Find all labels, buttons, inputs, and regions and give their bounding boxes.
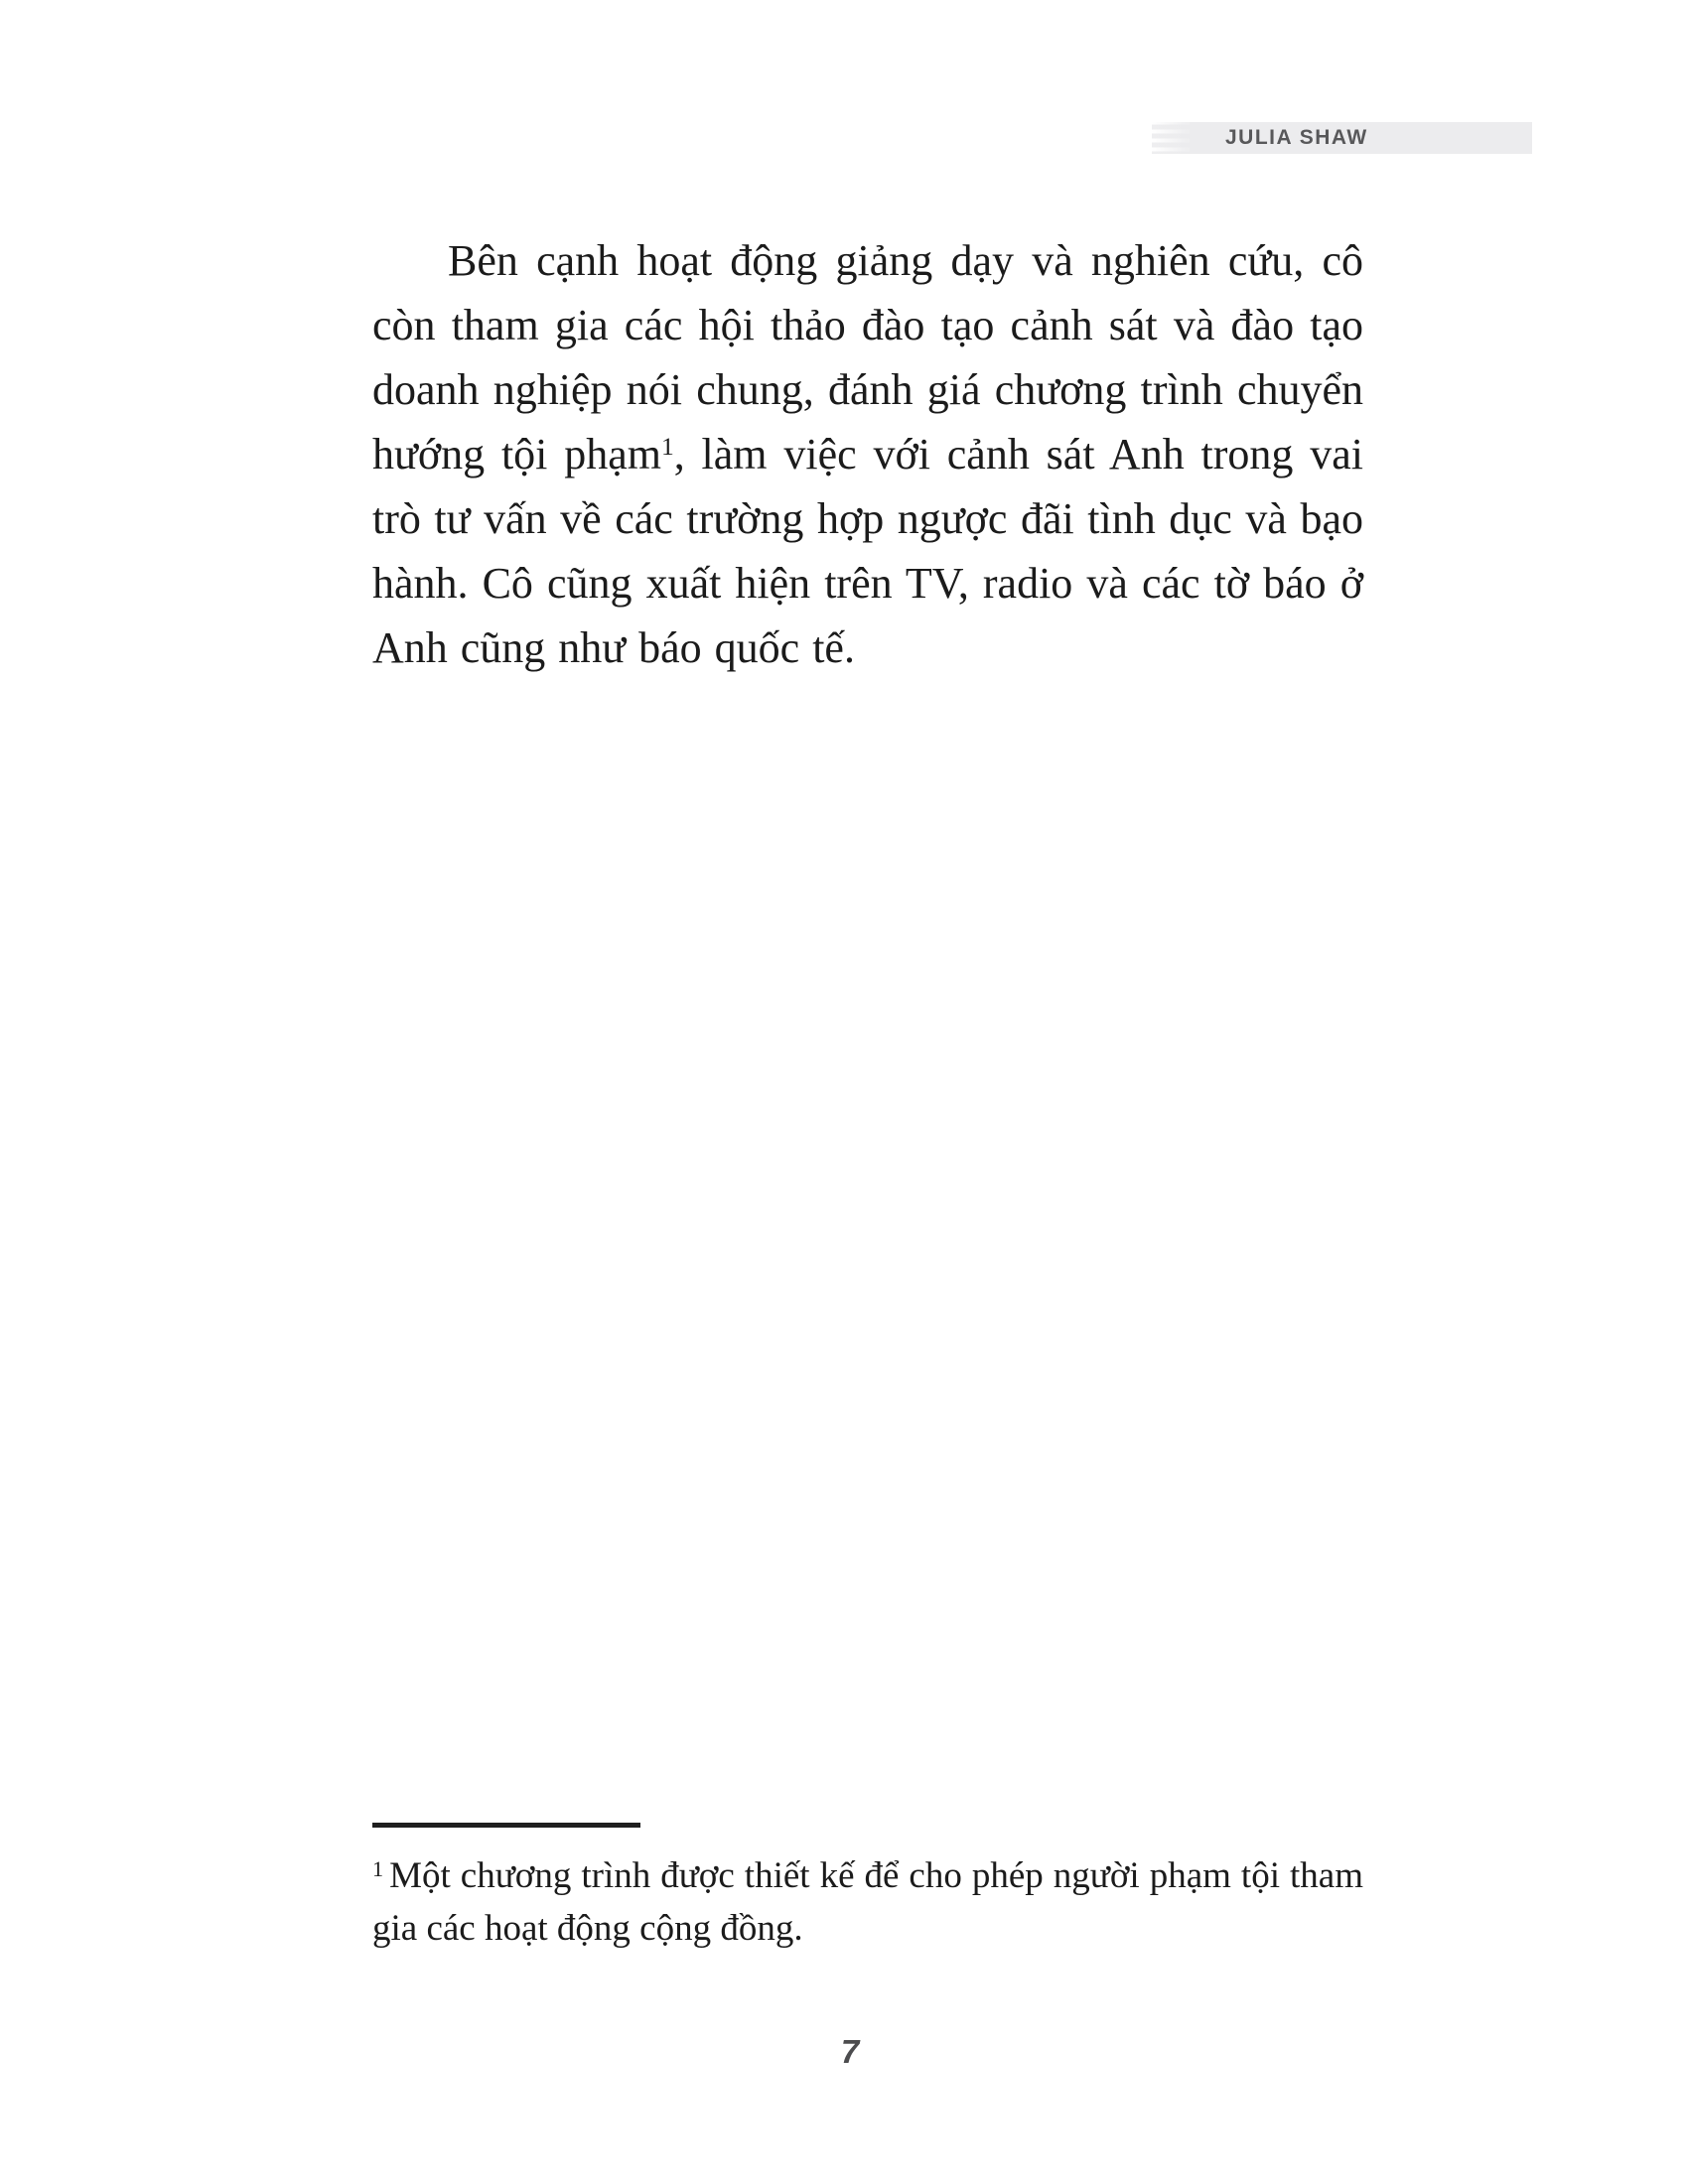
footnote-body (372, 1849, 1363, 1955)
footnote-marker: 1 (372, 1855, 384, 1881)
footnote-text: Một chương trình được thiết kế để cho phép người phạm tội tham gia các hoạt động cộng đồng. (372, 1855, 1363, 1949)
band-edge-decoration (1152, 122, 1190, 154)
paragraph-text-2: , làm việc với cảnh sát Anh trong vai trò tư vấn về các trường hợp ngược đãi tình dục và bạo hành. Cô cũng xuất hiện trên TV, radio và các tờ báo ở Anh cũng như báo quốc tế. (372, 430, 1363, 672)
body-paragraph (372, 228, 1363, 680)
paragraph-text-1: Bên cạnh hoạt động giảng dạy và nghiên cứu, cô còn tham gia các hội thảo đào tạo cảnh sát và đào tạo doanh nghiệp nói chung, đánh giá chương trình chuyển hướng tội phạm (372, 236, 1363, 478)
footnote (372, 1823, 1363, 1955)
running-header-author: JULIA SHAW (1225, 126, 1368, 149)
footnote-rule (372, 1823, 640, 1828)
running-header-band (1190, 122, 1532, 154)
page-number: 7 (840, 2033, 860, 2070)
footnote-reference: 1 (660, 431, 674, 461)
running-header (1152, 122, 1532, 154)
